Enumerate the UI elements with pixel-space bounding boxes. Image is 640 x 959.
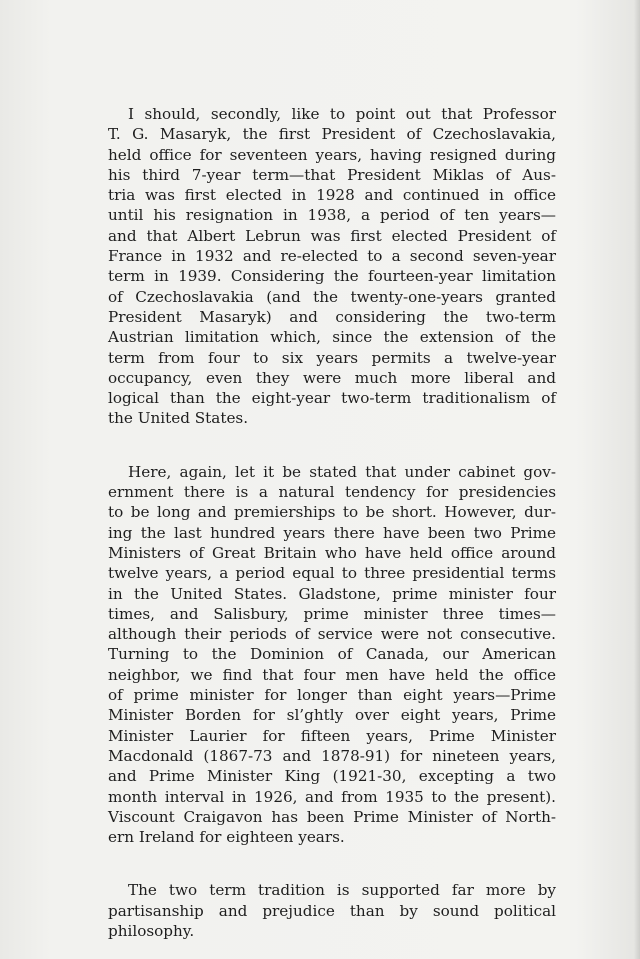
- page-edge-shadow: [634, 0, 640, 959]
- paragraph-1: [108, 104, 556, 429]
- text-line: his third 7-year term—that President Miklas of Aus-: [108, 165, 556, 184]
- text-line: Here, again, let it be stated that under cabinet gov-: [128, 462, 556, 481]
- text-line: ern Ireland for eighteen years.: [108, 828, 345, 847]
- text-line: Minister Borden for sl’ghtly over eight years, Prime: [108, 706, 556, 725]
- text-line: partisanship and prejudice than by sound political: [108, 901, 556, 920]
- paragraph-3: [108, 880, 556, 941]
- paragraph-gap: [108, 847, 556, 880]
- paragraph-gap: [108, 429, 556, 462]
- text-line: The two term tradition is supported far more by: [128, 881, 556, 900]
- text-line: the United States.: [108, 409, 249, 428]
- text-line: I should, secondly, like to point out that Professor: [128, 105, 556, 123]
- text-line: month interval in 1926, and from 1935 to the present).: [108, 787, 556, 806]
- text-line: tria was first elected in 1928 and continued in office: [108, 186, 556, 205]
- paragraph-2: [108, 462, 556, 848]
- text-line: Turning to the Dominion of Canada, our American: [108, 645, 556, 664]
- text-line: term in 1939. Considering the fourteen-year limitation: [108, 267, 556, 286]
- text-line: President Masaryk) and considering the two-term: [108, 307, 556, 326]
- text-line: until his resignation in 1938, a period of ten years—: [108, 206, 556, 225]
- text-line: to be long and premierships to be short. However, dur-: [108, 503, 556, 522]
- text-line: Macdonald (1867-73 and 1878-91) for nineteen years,: [108, 746, 556, 765]
- text-line: ernment there is a natural tendency for presidencies: [108, 483, 556, 502]
- text-line: neighbor, we find that four men have held the office: [108, 665, 556, 684]
- text-line: France in 1932 and re-elected to a second seven-year: [108, 247, 556, 266]
- text-line: logical than the eight-year two-term traditionalism of: [108, 389, 556, 408]
- text-line: of prime minister for longer than eight years—Prime: [108, 686, 556, 705]
- text-line: times, and Salisbury, prime minister three times—: [108, 604, 556, 623]
- text-line: occupancy, even they were much more liberal and: [108, 368, 556, 387]
- text-line: Viscount Craigavon has been Prime Minister of North-: [108, 807, 556, 826]
- text-line: T. G. Masaryk, the first President of Czechoslavakia,: [108, 125, 556, 144]
- text-line: and that Albert Lebrun was first elected President of: [108, 226, 556, 245]
- text-line: Minister Laurier for fifteen years, Prime Minister: [108, 726, 556, 745]
- text-line: of Czechoslavakia (and the twenty-one-years granted: [108, 287, 556, 306]
- text-line: although their periods of service were not consecutive.: [108, 625, 556, 644]
- text-line: Ministers of Great Britain who have held office around: [108, 543, 556, 562]
- text-line: ing the last hundred years there have been two Prime: [108, 523, 556, 542]
- text-line: twelve years, a period equal to three presidential terms: [108, 564, 556, 583]
- text-line: in the United States. Gladstone, prime minister four: [108, 584, 556, 603]
- text-line: Austrian limitation which, since the extension of the: [108, 328, 556, 347]
- text-line: and Prime Minister King (1921-30, excepting a two: [108, 767, 556, 786]
- text-line: held office for seventeen years, having resigned during: [108, 145, 556, 164]
- body-text: [108, 104, 556, 941]
- text-line: philosophy.: [108, 921, 195, 940]
- text-line: term from four to six years permits a twelve-year: [108, 348, 556, 367]
